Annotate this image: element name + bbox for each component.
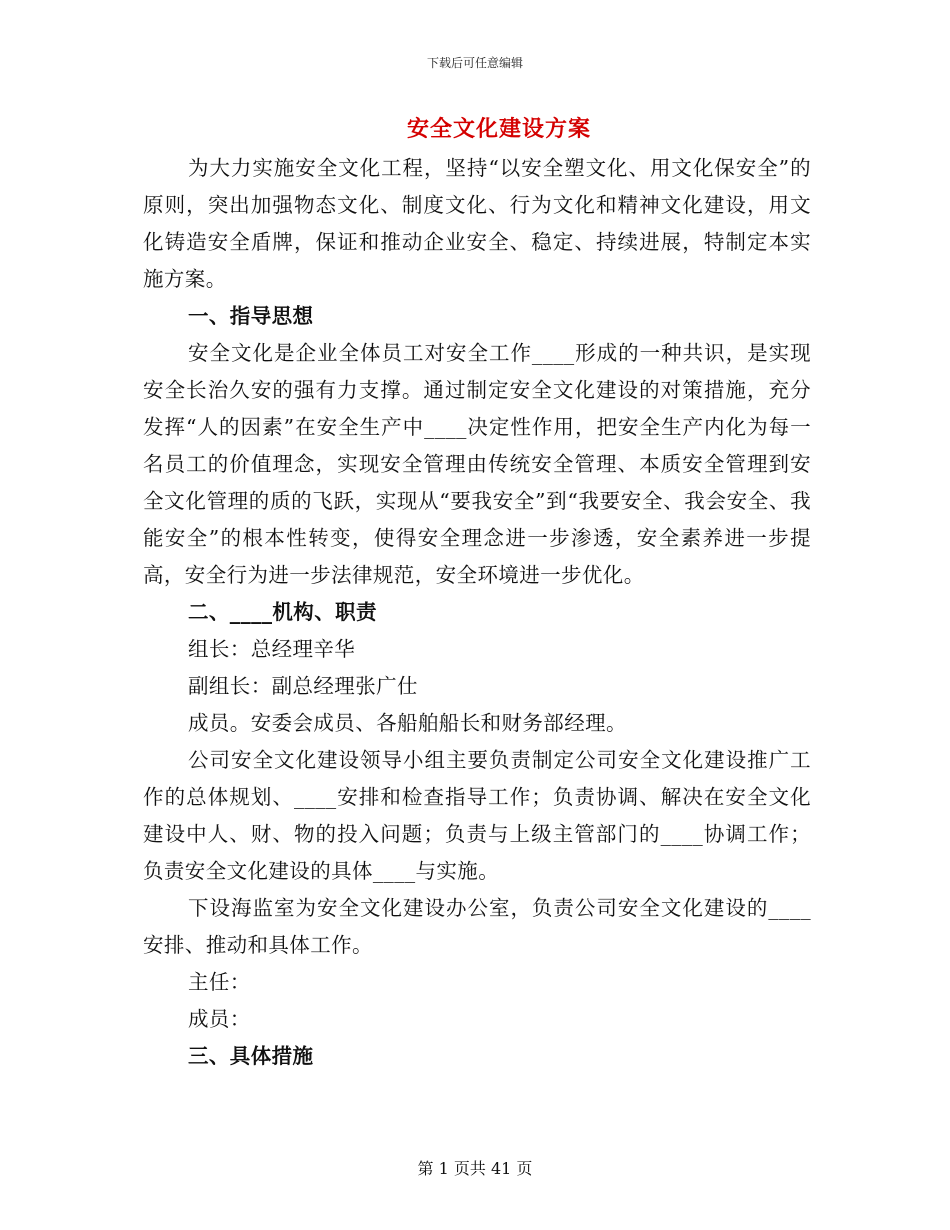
header-note: 下载后可任意编辑 [426,56,523,70]
members-line: 成员。安委会成员、各船舶船长和财务部经理。 [188,711,627,735]
office-members-line: 成员： [188,1007,251,1031]
leader-line: 组长：总经理辛华 [188,637,356,661]
section-2-heading: 二、____机构、职责 [188,600,377,624]
section-3-heading: 三、具体措施 [188,1044,314,1068]
section-1-body: 安全文化是企业全体员工对安全工作____形成的一种共识，是实现安全长治久安的强有力支撑。通过制定安全文化建设的对策措施，充分发挥“人的因素”在安全生产中____决定性作用，把安全生产内化为每一名员工的价值理念，实现安全管理由传统安全管理、本质安全管理到安全文化管理的质的飞跃，实现从“要我安全”到“我要安全、我会安全、我能安全”的根本性转变，使得安全理念进一步渗透，安全素养进一步提高，安全行为进一步法律规范，安全环境进一步优化。 [143,341,811,587]
page-number: 第 1 页共 41 页 [417,1159,533,1178]
intro-paragraph: 为大力实施安全文化工程，坚持“以安全塑文化、用文化保安全”的原则，突出加强物态文化、制度文化、行为文化和精神文化建设，用文化铸造安全盾牌，保证和推动企业安全、稳定、持续进展，特制定本实施方案。 [143,156,811,291]
document-title: 安全文化建设方案 [406,116,591,142]
deputy-leader-line: 副组长：副总经理张广仕 [188,674,418,698]
document-body [143,150,811,1075]
office-paragraph: 下设海监室为安全文化建设办公室，负责公司安全文化建设的____安排、推动和具体工作。 [143,896,811,957]
director-line: 主任： [188,970,251,994]
section-1-heading: 一、指导思想 [188,304,314,328]
duties-paragraph: 公司安全文化建设领导小组主要负责制定公司安全文化建设推广工作的总体规划、____安排和检查指导工作；负责协调、解决在安全文化建设中人、财、物的投入问题；负责与上级主管部门的____协调工作；负责安全文化建设的具体____与实施。 [143,748,811,883]
